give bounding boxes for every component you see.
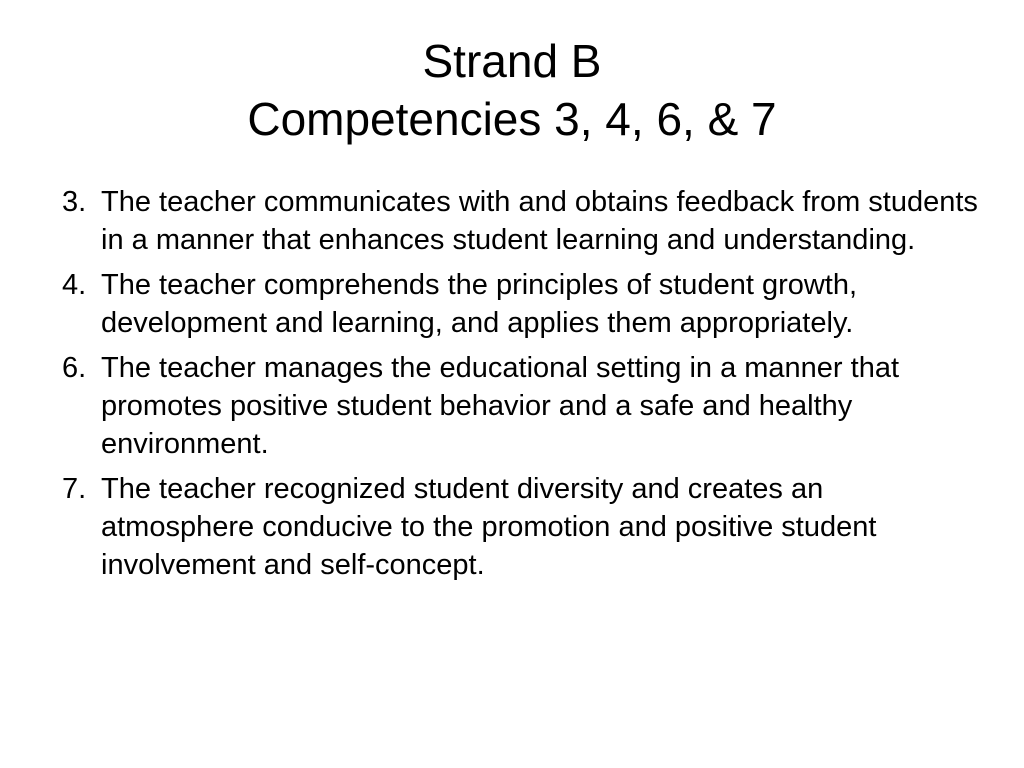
competency-item-4 <box>62 266 982 342</box>
competency-item-6 <box>62 349 982 463</box>
title-line-1: Strand B <box>422 35 602 87</box>
competency-text: The teacher communicates with and obtains feedback from students in a manner that enhances student learning and understanding. <box>101 186 978 256</box>
competency-item-3 <box>62 183 982 259</box>
competency-item-7 <box>62 470 982 584</box>
competency-text: The teacher recognized student diversity and creates an atmosphere conducive to the promotion and positive student involvement and self-concept. <box>101 473 877 581</box>
slide-title <box>0 32 1024 148</box>
competency-list <box>62 183 982 591</box>
competency-number: 4. <box>62 269 87 301</box>
title-line-2: Competencies 3, 4, 6, & 7 <box>247 93 777 145</box>
competency-number: 6. <box>62 352 87 384</box>
competency-text: The teacher comprehends the principles of student growth, development and learning, and applies them appropriately. <box>101 269 858 339</box>
competency-text: The teacher manages the educational setting in a manner that promotes positive student behavior and a safe and healthy environment. <box>101 352 900 460</box>
competency-number: 7. <box>62 473 87 505</box>
competency-number: 3. <box>62 186 87 218</box>
